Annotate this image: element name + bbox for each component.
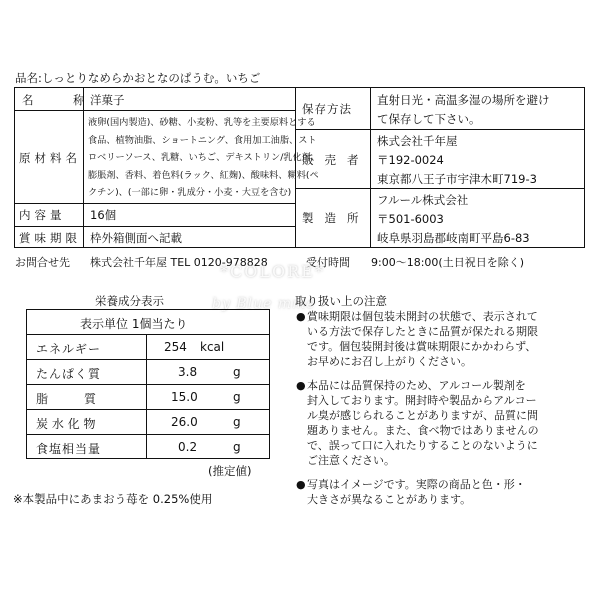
handling-line: 題ありません。また、食べ物ではありませんの	[307, 424, 539, 437]
bullet-icon: ●	[296, 379, 306, 392]
ingredient-line: 液卵(国内製造)、砂糖、小麦粉、乳等を主要原料とする	[88, 117, 316, 128]
ingredients-header: 原材料名	[19, 151, 81, 165]
nutrition-unit: kcal	[200, 340, 225, 354]
nutrition-unit: g	[233, 440, 241, 454]
nutrition-name: たんぱく質	[36, 367, 102, 381]
handling-line: ル臭が感じられることがありますが、品質に問	[307, 409, 538, 422]
contact-hours-label: 受付時間	[306, 256, 350, 269]
expiry-header: 賞味期限	[19, 231, 81, 245]
handling-line: いる方法で保存したときに品質が保たれる期限	[307, 325, 538, 338]
nutrition-unit: g	[233, 390, 241, 404]
handling-item	[296, 477, 539, 507]
nutrition-name: エネルギー	[36, 342, 102, 356]
nutrition-note: (推定値)	[208, 464, 252, 478]
contact-company-tel: 株式会社千年屋 TEL 0120-978828	[90, 256, 268, 269]
contact-hours: 9:00〜18:00(土日祝日を除く)	[371, 256, 524, 269]
ingredients-list	[88, 114, 320, 202]
handling-item	[296, 309, 539, 369]
maker-line: フルール株式会社	[377, 193, 469, 207]
seller-line: 東京都八王子市宇津木町719-3	[377, 172, 537, 186]
nutrition-name: 脂 質	[36, 392, 97, 406]
name-header: 名 称	[22, 93, 99, 107]
handling-line: 大きさが異なることがあります。	[307, 493, 472, 506]
nutrition-unit: g	[233, 365, 241, 379]
handling-line: で、誤って口に入れたりすることのないように	[307, 439, 538, 452]
nutrition-unit-row: 表示単位 1個当たり	[80, 317, 188, 331]
watermark-title: *COLORE*	[220, 262, 325, 281]
nutrition-name: 炭 水 化 物	[36, 417, 96, 431]
seller-line: 株式会社千年屋	[377, 134, 458, 148]
product-name-line: 品名:しっとりなめらかおとなのぱうむ。いちご	[15, 71, 261, 85]
handling-line: 賞味期限は個包装未開封の状態で、表示されて	[307, 310, 538, 323]
nutrition-unit: g	[233, 415, 241, 429]
handling-line: お早めにお召し上がりください。	[307, 355, 472, 368]
storage-header: 保存方法	[302, 102, 352, 116]
ingredient-line: 食品、植物油脂、ショートニング、食用加工油脂、スト	[88, 134, 317, 146]
name-value: 洋菓子	[90, 93, 125, 107]
handling-line: ご注意ください。	[307, 454, 395, 467]
nutrition-value: 3.8	[178, 365, 198, 379]
handling-line: です。個包装開封後は賞味期限にかかわらず、	[307, 340, 537, 353]
handling-title: 取り扱い上の注意	[295, 294, 387, 308]
watermark-subtitle: by Blue mme	[212, 296, 316, 312]
maker-value	[377, 191, 530, 248]
storage-value	[377, 91, 550, 129]
nutrition-title: 栄養成分表示	[95, 294, 164, 308]
ingredient-line: ロベリーソース、乳糖、いちご、デキストリン/乳化剤、	[88, 152, 321, 163]
seller-line: 〒192-0024	[377, 153, 444, 167]
storage-line: 直射日光・高温多湿の場所を避け	[377, 93, 550, 107]
nutrition-value: 26.0	[171, 415, 198, 429]
nutrition-value: 254	[164, 340, 187, 354]
contact-label: お問合せ先	[15, 256, 70, 269]
storage-line: て保存して下さい。	[377, 112, 481, 126]
nutrition-value: 0.2	[178, 440, 198, 454]
content-value: 16個	[90, 208, 117, 222]
handling-list	[296, 309, 539, 507]
handling-line: 本品には品質保持のため、アルコール製剤を	[307, 379, 526, 392]
bullet-icon: ●	[296, 310, 306, 323]
handling-item	[296, 378, 539, 468]
maker-line: 岐阜県羽島郡岐南町平島6-83	[377, 231, 530, 245]
maker-header: 製造所	[302, 211, 370, 225]
ingredient-line: クチン)、(一部に卵・乳成分・小麦・大豆を含む)	[88, 187, 292, 198]
bullet-icon: ●	[296, 478, 306, 491]
handling-line: 写真はイメージです。実際の商品と色・形・	[307, 478, 526, 491]
content-header: 内容量	[19, 208, 66, 222]
ingredient-line: 膨脹剤、香料、着色料(ラック、紅麹)、酸味料、糊料(ペ	[88, 169, 319, 181]
handling-line: 封入しております。開封時や製品からアルコー	[307, 394, 537, 407]
seller-header: 販売者	[302, 153, 370, 167]
nutrition-name: 食塩相当量	[36, 442, 102, 456]
nutrition-value: 15.0	[171, 390, 198, 404]
maker-line: 〒501-6003	[377, 212, 444, 226]
seller-value	[377, 132, 537, 189]
expiry-value: 枠外箱側面へ記載	[90, 231, 182, 245]
footnote: ※本製品中にあまおう苺を 0.25%使用	[13, 492, 213, 506]
